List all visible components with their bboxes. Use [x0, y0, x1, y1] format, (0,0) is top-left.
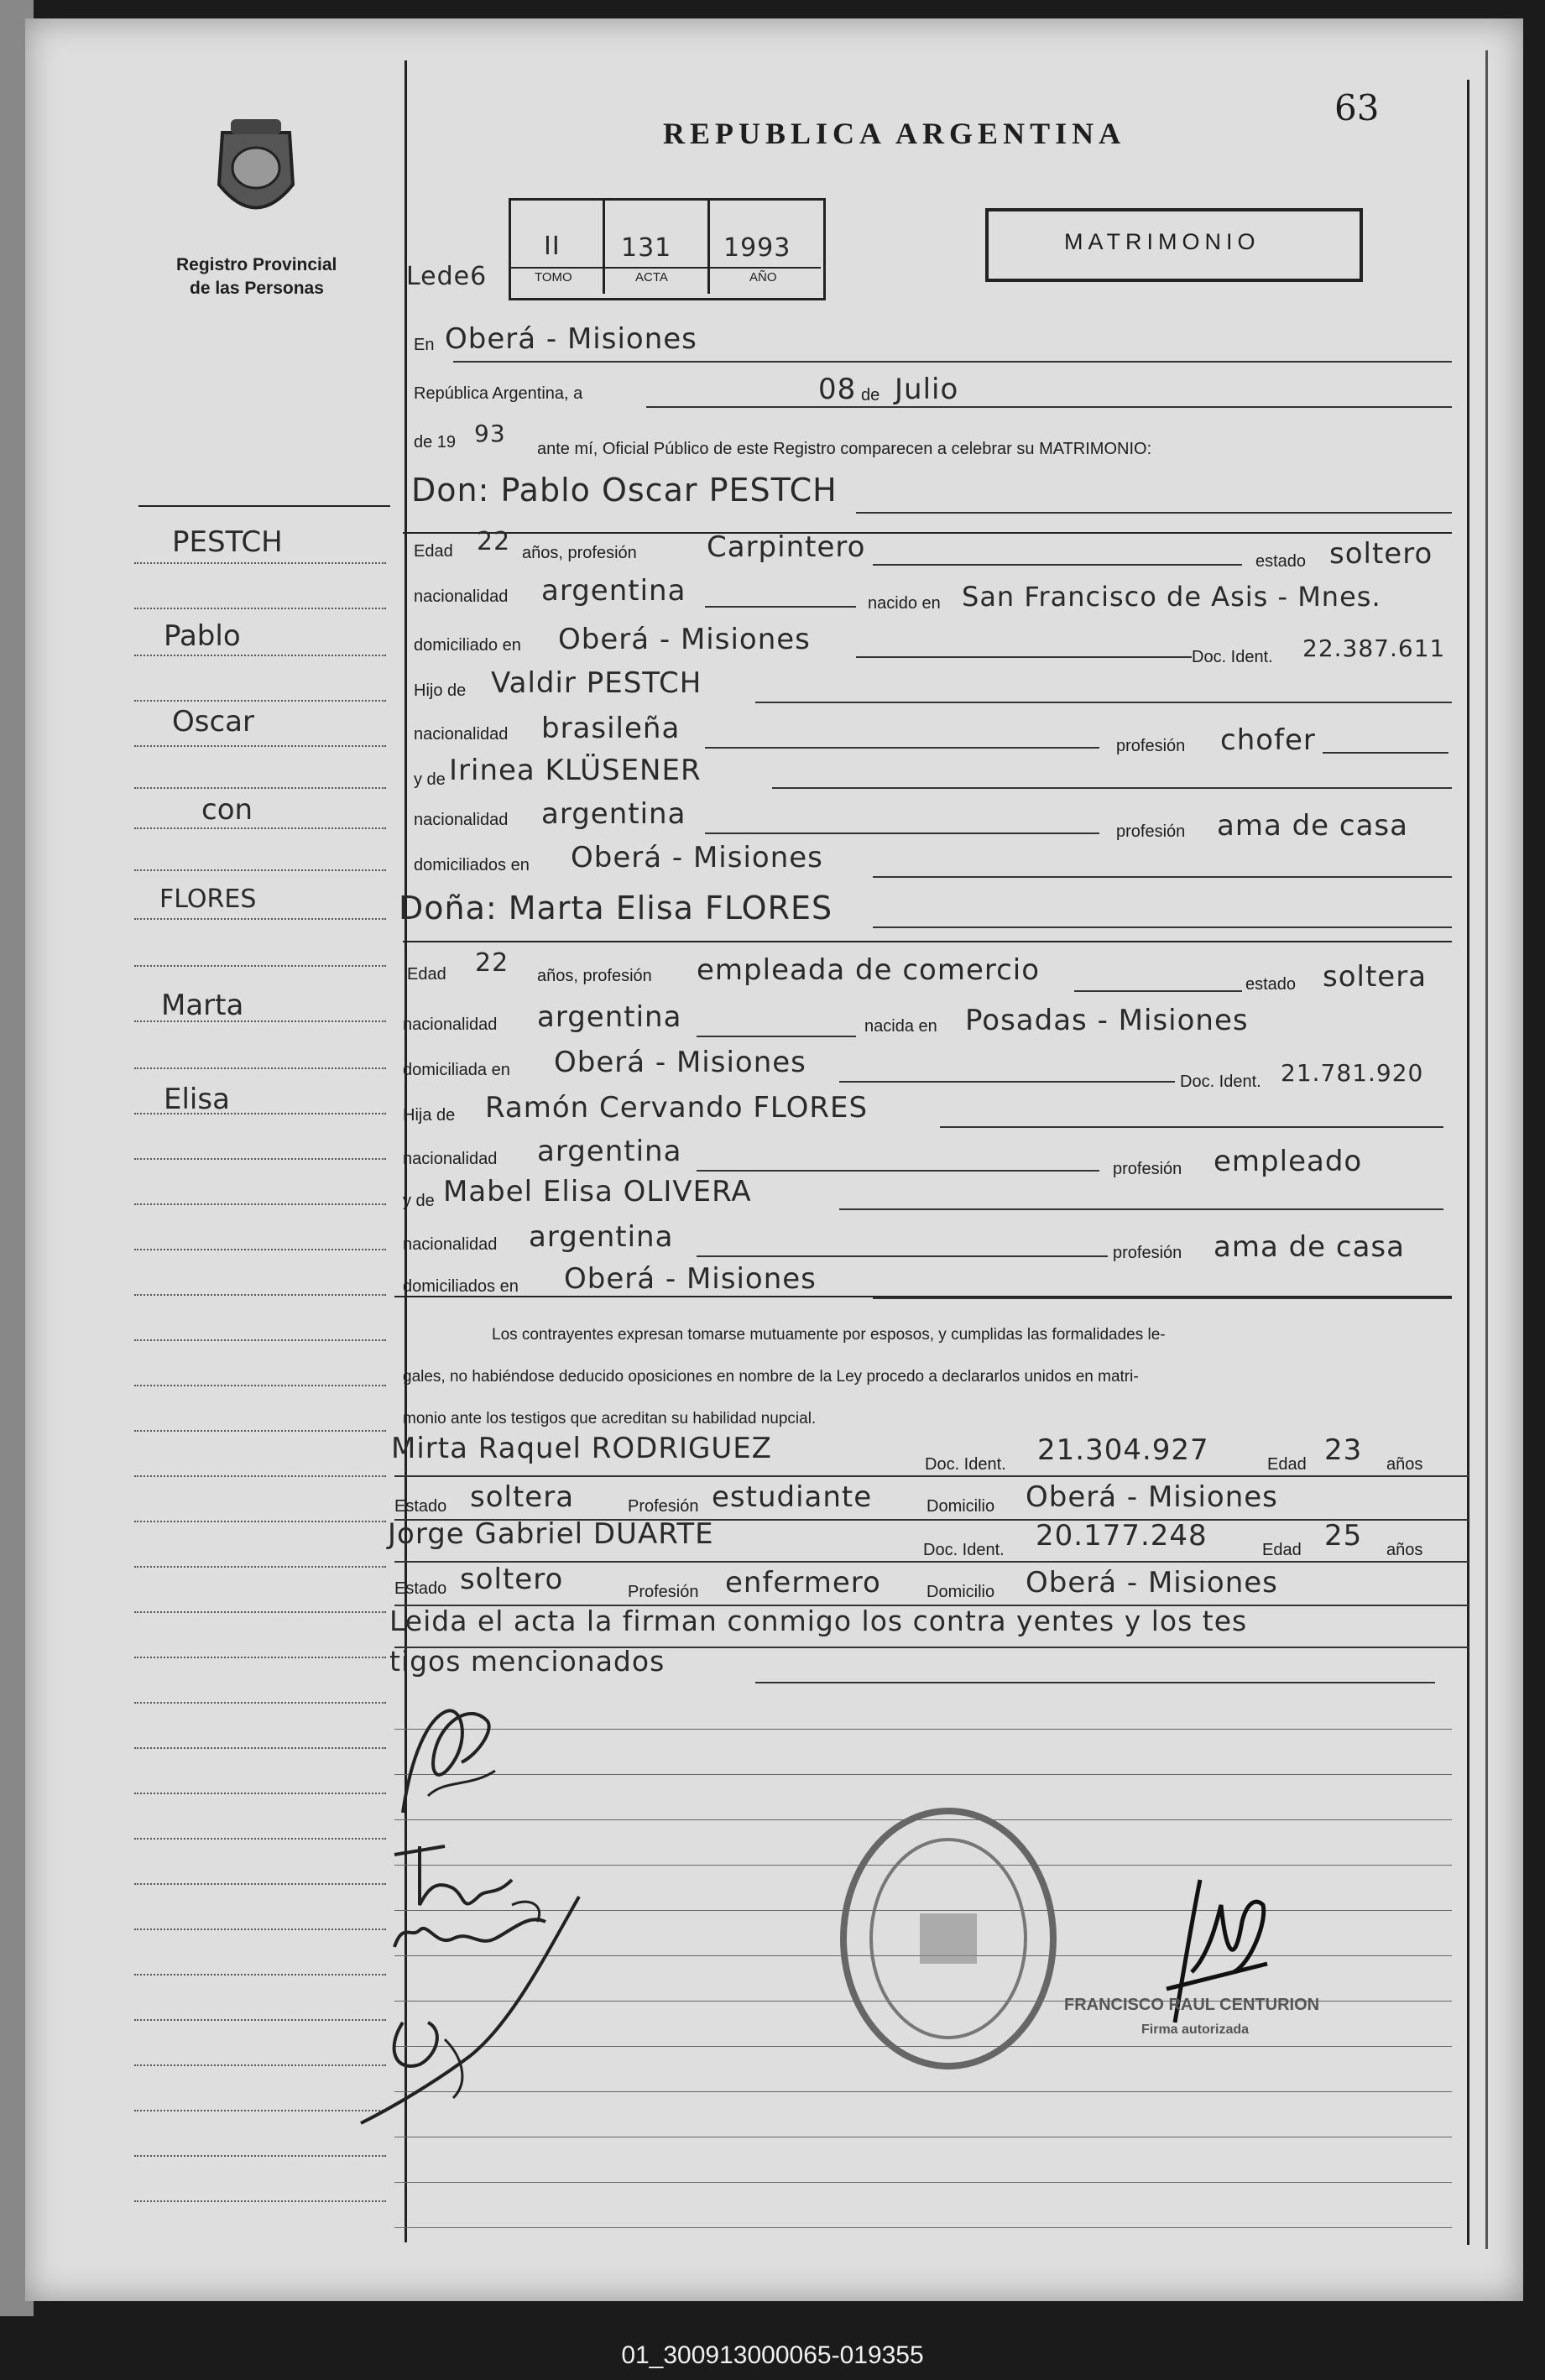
witness2-doc: 20.177.248	[1036, 1519, 1208, 1553]
witness2-name: Jorge Gabriel DUARTE	[388, 1517, 714, 1551]
groom-profession-line	[873, 564, 1242, 566]
witness2-signature-icon	[344, 1880, 587, 2132]
groom-signature-icon	[378, 1687, 529, 1829]
bride-father-line	[940, 1126, 1443, 1128]
groom-nationality: argentina	[541, 574, 686, 608]
groom-mother-profession: ama de casa	[1217, 809, 1408, 843]
witness1-estado-label: Estado	[394, 1497, 447, 1516]
bride-mother-profession: ama de casa	[1214, 1230, 1405, 1264]
groom-edad-label: Edad	[414, 542, 453, 561]
bride-parents-domicile: Oberá - Misiones	[564, 1262, 817, 1296]
official-name: FRANCISCO RAUL CENTURION	[1064, 1996, 1320, 2014]
bride-edad-label: Edad	[407, 965, 446, 984]
opening-statement: ante mí, Oficial Público de este Registro comparecen a celebrar su MATRIMONIO:	[537, 440, 1152, 458]
bride-profession: empleada de comercio	[697, 953, 1041, 987]
bride-mother-nat-label: nacionalidad	[403, 1235, 498, 1254]
bride-hija-label: Hija de	[403, 1106, 456, 1125]
witness2-edad-label: Edad	[1262, 1541, 1302, 1559]
witness2-profesion-label: Profesión	[628, 1583, 699, 1601]
groom-mother-name: Irinea KLÜSENER	[449, 754, 702, 787]
groom-nacionalidad-label: nacionalidad	[414, 587, 509, 606]
official-stamp-icon	[839, 1804, 1057, 2073]
witness1-domicilio-label: Domicilio	[926, 1497, 995, 1516]
opening-date-line	[646, 406, 1452, 408]
bride-father-nationality: argentina	[537, 1135, 682, 1168]
groom-nat-line	[705, 606, 856, 608]
groom-name-line	[856, 512, 1452, 514]
bride-doc: 21.781.920	[1281, 1059, 1424, 1087]
opening-de-label: de	[861, 386, 880, 404]
ledger-note: Lede6	[406, 262, 488, 291]
witness1-profesion-label: Profesión	[628, 1497, 699, 1516]
groom-mother-nat-label: nacionalidad	[414, 811, 509, 829]
country-heading: REPUBLICA ARGENTINA	[663, 117, 1126, 150]
groom-estado: soltero	[1329, 537, 1433, 571]
bride-mother-nationality: argentina	[529, 1220, 674, 1254]
witness1-age: 23	[1324, 1433, 1363, 1467]
record-type-title: MATRIMONIO	[1064, 229, 1261, 254]
bride-mother-line	[839, 1208, 1443, 1210]
tomo-value: II	[544, 232, 561, 261]
groom-domiciliado-label: domiciliado en	[414, 636, 521, 655]
closing-text-2: tigos mencionados	[389, 1645, 665, 1678]
sidebar-first-name: Pablo	[164, 619, 241, 653]
witness2-profession: enfermero	[725, 1566, 881, 1600]
en-label: En	[414, 336, 435, 354]
witness1-edad-label: Edad	[1267, 1455, 1307, 1474]
bride-estado: soltera	[1323, 960, 1428, 994]
witness1-profession: estudiante	[712, 1480, 873, 1514]
witness1-anos-label: años	[1386, 1455, 1423, 1474]
groom-mother-nationality: argentina	[541, 797, 686, 831]
groom-parents-dom-line	[873, 876, 1452, 878]
groom-father-nat-line	[705, 747, 1099, 749]
bride-father-nat-line	[697, 1170, 1099, 1172]
sidebar-bride-surname: FLORES	[159, 885, 257, 914]
groom-section-rule	[403, 532, 1452, 534]
witness2-estado-label: Estado	[394, 1579, 447, 1598]
record-box-divider-1	[603, 200, 605, 294]
declaration-line-1: Los contrayentes expresan tomarse mutuamente por esposos, y cumplidas las formalidades le-	[492, 1326, 1166, 1344]
ano-label: AÑO	[749, 270, 777, 284]
opening-place: Oberá - Misiones	[445, 322, 697, 356]
groom-mother-nat-line	[705, 832, 1099, 834]
tomo-label: TOMO	[535, 270, 572, 284]
groom-domiciliados-label: domiciliados en	[414, 856, 530, 874]
declaration-line-2: gales, no habiéndose deducido oposiciones en nombre de la Ley procedo a declararlos unidos en matri-	[403, 1368, 1139, 1386]
sidebar-bride-middle-name: Elisa	[164, 1083, 230, 1116]
groom-anos-label: años, profesión	[522, 544, 637, 562]
opening-month: Julio	[895, 373, 959, 406]
record-box-divider-2	[707, 200, 710, 294]
bride-doc-label: Doc. Ident.	[1180, 1073, 1261, 1091]
year-prefix: de 19	[414, 433, 457, 451]
groom-doc: 22.387.611	[1302, 634, 1446, 662]
closing-line-2	[755, 1682, 1435, 1683]
witness2-domicilio-label: Domicilio	[926, 1583, 995, 1601]
acta-value: 131	[621, 233, 672, 263]
bride-nacida-label: nacida en	[864, 1017, 937, 1036]
groom-profession: Carpintero	[707, 530, 866, 564]
bride-nationality: argentina	[537, 1000, 682, 1034]
groom-birthplace: San Francisco de Asis - Mnes.	[962, 581, 1381, 613]
groom-hijo-label: Hijo de	[414, 681, 467, 700]
bride-estado-label: estado	[1245, 975, 1297, 994]
witness2-doc-label: Doc. Ident.	[923, 1541, 1005, 1559]
groom-father-prof-line	[1323, 752, 1448, 754]
bride-dom-line	[839, 1081, 1175, 1083]
closing-text-1: Leida el acta la firman conmigo los contra yentes y los tes	[389, 1605, 1248, 1637]
record-box-mid-rule	[510, 267, 821, 269]
groom-full-name: Don: Pablo Oscar PESTCH	[411, 472, 838, 509]
witness1-domicile: Oberá - Misiones	[1026, 1480, 1278, 1514]
witness1-estado: soltera	[470, 1480, 575, 1514]
groom-father-prof-label: profesión	[1116, 737, 1186, 755]
bride-y-de-label: y de	[403, 1192, 435, 1210]
bride-section-rule	[403, 941, 1452, 942]
groom-mother-line	[772, 787, 1452, 789]
bride-mother-name: Mabel Elisa OLIVERA	[443, 1175, 752, 1208]
sidebar-bride-first-name: Marta	[161, 989, 244, 1022]
witness1-doc-label: Doc. Ident.	[925, 1455, 1006, 1474]
bride-mother-nat-line	[697, 1255, 1108, 1257]
groom-father-name: Valdir PESTCH	[491, 666, 702, 700]
bride-age: 22	[475, 948, 509, 978]
bride-nat-line	[697, 1036, 856, 1037]
sidebar-middle-name: Oscar	[172, 705, 254, 739]
bride-parents-dom-line	[873, 1297, 1452, 1299]
bride-domicile: Oberá - Misiones	[554, 1046, 806, 1079]
groom-doc-label: Doc. Ident.	[1192, 648, 1273, 666]
sidebar-connector: con	[201, 793, 253, 827]
groom-estado-label: estado	[1255, 552, 1307, 571]
witness2-age: 25	[1324, 1519, 1363, 1553]
groom-father-line	[755, 702, 1452, 703]
bride-domiciliada-label: domiciliada en	[403, 1061, 510, 1079]
right-margin-rule	[1467, 80, 1469, 2245]
groom-parents-domicile: Oberá - Misiones	[571, 841, 823, 874]
acta-label: ACTA	[635, 270, 668, 284]
declaration-line-3: monio ante los testigos que acreditan su habilidad nupcial.	[403, 1410, 817, 1427]
groom-age: 22	[477, 527, 511, 556]
witness1-name: Mirta Raquel RODRIGUEZ	[391, 1432, 772, 1465]
sidebar-surname: PESTCH	[172, 525, 283, 559]
bride-domiciliados-label: domiciliados en	[403, 1277, 519, 1296]
bride-nacionalidad-label: nacionalidad	[403, 1015, 498, 1034]
witness2-estado: soltero	[460, 1563, 564, 1596]
ano-value: 1993	[723, 233, 791, 263]
official-title: Firma autorizada	[1141, 2022, 1250, 2037]
bride-father-profession: empleado	[1214, 1145, 1363, 1178]
scan-id-footer: 01_300913000065-019355	[621, 2341, 924, 2369]
groom-father-nationality: brasileña	[541, 712, 681, 745]
bride-father-nat-label: nacionalidad	[403, 1150, 498, 1168]
groom-y-de-label: y de	[414, 770, 446, 789]
bride-name-line	[873, 926, 1452, 928]
provincial-seal-icon	[206, 117, 306, 235]
witness2-domicile: Oberá - Misiones	[1026, 1566, 1278, 1600]
year-suffix: 93	[474, 420, 506, 447]
groom-mother-prof-label: profesión	[1116, 822, 1186, 841]
groom-dom-line	[856, 656, 1192, 658]
far-right-rule	[1485, 50, 1488, 2249]
republica-label: República Argentina, a	[414, 384, 583, 403]
bride-full-name: Doña: Marta Elisa FLORES	[399, 890, 833, 926]
sidebar-top-rule	[138, 505, 390, 507]
witness1-name-line	[394, 1475, 1469, 1477]
bride-birthplace: Posadas - Misiones	[965, 1004, 1249, 1037]
groom-father-nat-label: nacionalidad	[414, 725, 509, 744]
registry-name-line2: de las Personas	[190, 279, 324, 298]
groom-father-profession: chofer	[1220, 723, 1316, 757]
bride-father-prof-label: profesión	[1113, 1160, 1182, 1178]
bride-father-name: Ramón Cervando FLORES	[485, 1091, 869, 1125]
groom-domicile: Oberá - Misiones	[558, 623, 811, 656]
bride-profession-line	[1074, 990, 1242, 992]
registry-name-line1: Registro Provincial	[176, 255, 337, 274]
page-number: 63	[1334, 87, 1380, 128]
bride-anos-label: años, profesión	[537, 967, 652, 985]
witness1-doc: 21.304.927	[1037, 1433, 1209, 1467]
opening-place-line	[453, 361, 1452, 363]
witness2-anos-label: años	[1386, 1541, 1423, 1559]
bride-mother-prof-label: profesión	[1113, 1244, 1182, 1262]
opening-day: 08	[818, 373, 857, 406]
groom-nacido-label: nacido en	[868, 594, 941, 613]
